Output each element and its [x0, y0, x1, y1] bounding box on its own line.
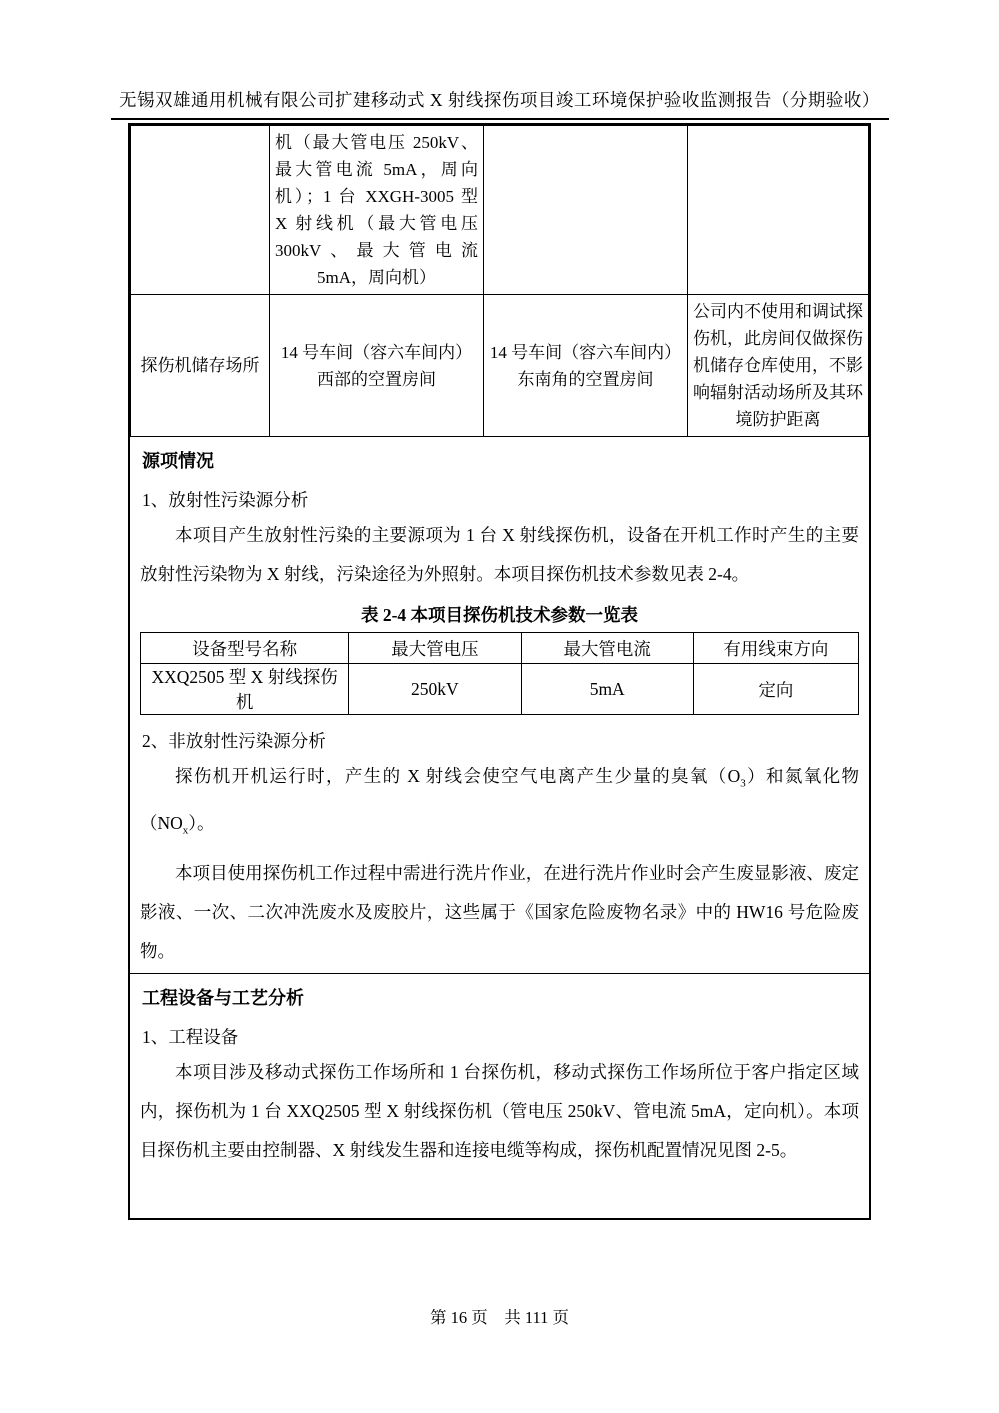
- cell-machine-specs: 机（最大管电压 250kV、最大管电流 5mA，周向机）；1 台 XXGH-3005 型 X 射线机（最大管电压 300kV、最大管电流 5mA，周向机）: [270, 126, 484, 295]
- col-header-max-current: 最大管电流: [521, 633, 693, 664]
- cell-model: XXQ2505 型 X 射线探伤机: [141, 664, 349, 715]
- header-rule: [111, 118, 889, 120]
- section-source-term: [130, 437, 869, 973]
- table-2-4-header-row: [141, 633, 859, 664]
- document-frame: [128, 123, 871, 1220]
- cell-max-current: 5mA: [521, 664, 693, 715]
- table-row-continuation: [131, 126, 869, 295]
- table-2-4: [140, 632, 859, 715]
- paragraph-radioactive-analysis: 本项目产生放射性污染的主要源项为 1 台 X 射线探伤机，设备在开机工作时产生的主要放射性污染物为 X 射线，污染途径为外照射。本项目探伤机技术参数见表 2-4。: [140, 525, 859, 584]
- page-footer: 第 16 页 共 111 页: [429, 1308, 570, 1327]
- cell-storage-label: 探伤机储存场所: [131, 295, 270, 437]
- cell-max-voltage: 250kV: [349, 664, 521, 715]
- table-2-4-data-row: [141, 664, 859, 715]
- col-header-model: 设备型号名称: [141, 633, 349, 664]
- col-header-beam-direction: 有用线束方向: [693, 633, 858, 664]
- cell-storage-southeast: 14 号车间（容六车间内）东南角的空置房间: [484, 295, 688, 437]
- col-header-max-voltage: 最大管电压: [349, 633, 521, 664]
- cell-empty: [484, 126, 688, 295]
- table-2-4-title: 表 2-4 本项目探伤机技术参数一览表: [360, 605, 639, 625]
- cell-empty: [688, 126, 869, 295]
- paragraph-film-waste: 本项目使用探伤机工作过程中需进行洗片作业，在进行洗片作业时会产生废显影液、废定影液、一次、二次冲洗废水及废胶片，这些属于《国家危险废物名录》中的 HW16 号危险废物。: [140, 863, 859, 961]
- cell-storage-west: 14 号车间（容六车间内）西部的空置房间: [270, 295, 484, 437]
- table-row-storage: [131, 295, 869, 437]
- cell-beam-direction: 定向: [693, 664, 858, 715]
- subsection-radioactive: 1、放射性污染源分析: [142, 490, 309, 510]
- subsection-equipment: 1、工程设备: [142, 1027, 239, 1047]
- paragraph-equipment-detail: 本项目涉及移动式探伤工作场所和 1 台探伤机，移动式探伤工作场所位于客户指定区域内，探伤机为 1 台 XXQ2505 型 X 射线探伤机（管电压 250kV、管电流 5mA，定向机）。本项目探伤机主要由控制器、X 射线发生器和连接电缆等构成，探伤机配置情况见图 2-5。: [140, 1062, 859, 1160]
- page-header-title: 无锡双雄通用机械有限公司扩建移动式 X 射线探伤项目竣工环境保护验收监测报告（分期验收）: [119, 90, 880, 110]
- section-equipment-process: [130, 973, 869, 1218]
- section-heading: 源项情况: [142, 451, 214, 471]
- section-heading: 工程设备与工艺分析: [142, 988, 304, 1008]
- paragraph-ozone-nox: 探伤机开机运行时，产生的 X 射线会使空气电离产生少量的臭氧$(O_3)$和氮氧化物$(NO_x)$。: [140, 766, 859, 836]
- cell-empty: [131, 126, 270, 295]
- subsection-nonradioactive: 2、非放射性污染源分析: [142, 731, 326, 751]
- cell-storage-note: 公司内不使用和调试探伤机，此房间仅做探伤机储存仓库使用，不影响辐射活动场所及其环境防护距离: [688, 295, 869, 437]
- facilities-table: [130, 125, 869, 437]
